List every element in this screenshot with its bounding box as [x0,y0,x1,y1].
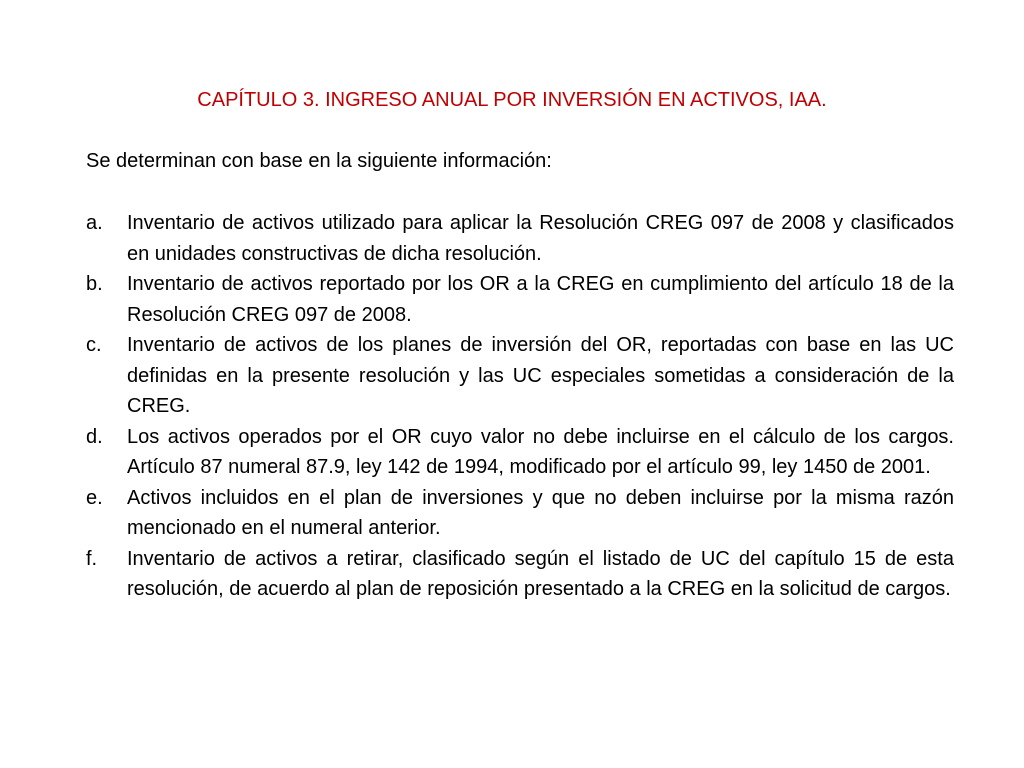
list-item-e [86,483,954,544]
list-item-text: Los activos operados por el OR cuyo valor no debe incluirse en el cálculo de los cargos. Artículo 87 numeral 87.9, ley 142 de 1994, modificado por el artículo 99, ley 1450 de 2001. [127,425,954,478]
list-item-text: Inventario de activos utilizado para aplicar la Resolución CREG 097 de 2008 y clasificados en unidades constructivas de dicha resolución. [127,212,954,265]
list-item-f [86,544,954,605]
list-marker: b. [86,273,103,295]
intro-text: Se determinan con base en la siguiente información: [86,150,552,172]
list-item-text: Activos incluidos en el plan de inversiones y que no deben incluirse por la misma razón mencionado en el numeral anterior. [127,486,954,539]
list-item-b [86,269,954,330]
list-marker: a. [86,212,103,234]
list-marker: e. [86,486,103,509]
list-item-text: Inventario de activos reportado por los OR a la CREG en cumplimiento del artículo 18 de la Resolución CREG 097 de 2008. [127,273,954,326]
list-marker: d. [86,425,103,448]
list-item-text: Inventario de activos de los planes de inversión del OR, reportadas con base en las UC definidas en la presente resolución y las UC especiales sometidas a consideración de la CREG. [127,334,954,417]
list-item-text: Inventario de activos a retirar, clasificado según el listado de UC del capítulo 15 de esta resolución, de acuerdo al plan de reposición presentado a la CREG en la solicitud de cargos. [127,547,954,600]
list-item-c [86,330,954,422]
info-list [86,208,954,605]
slide-title: CAPÍTULO 3. INGRESO ANUAL POR INVERSIÓN EN ACTIVOS, IAA. [197,89,827,111]
list-marker: f. [86,547,98,570]
list-item-d [86,422,954,483]
list-marker: c. [86,334,102,356]
list-item-a [86,208,954,269]
